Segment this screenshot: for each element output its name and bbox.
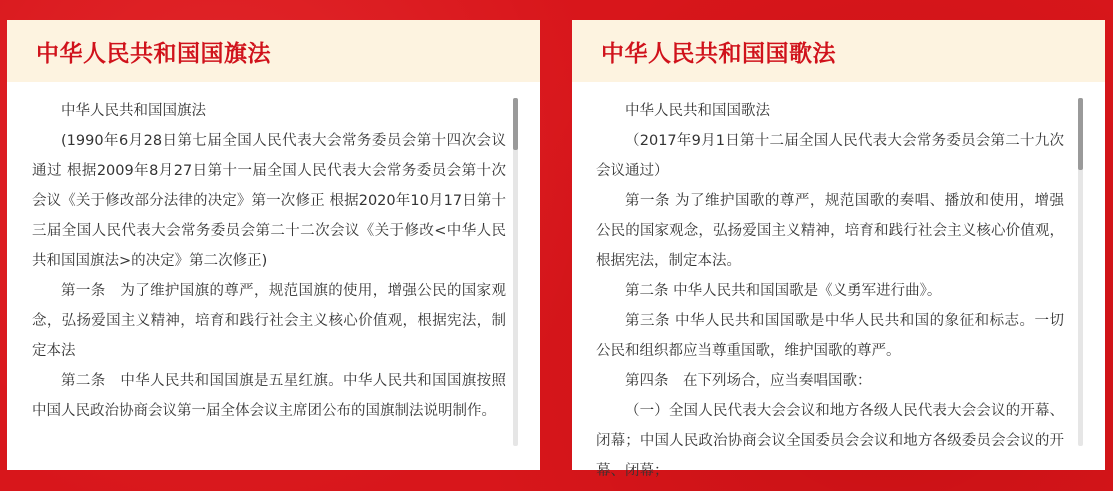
anthem-law-scroll-thumb[interactable]: [1078, 98, 1083, 170]
anthem-law-paragraph: 第二条 中华人民共和国国歌是《义勇军进行曲》。: [625, 283, 942, 299]
anthem-law-panel: [572, 20, 1105, 479]
flag-law-paragraph: 第一条 为了维护国旗的尊严，规范国旗的使用，增强公民的国家观念，弘扬爱国主义精神，培育和践行社会主义核心价值观，根据宪法，制定本法: [32, 283, 506, 359]
anthem-law-paragraph: （2017年9月1日第十二届全国人民代表大会常务委员会第二十九次会议通过）: [596, 133, 1064, 179]
flag-law-paragraph: 第二条 中华人民共和国国旗是五星红旗。中华人民共和国国旗按照中国人民政治协商会议第一届全体会议主席团公布的国旗制法说明制作。: [32, 373, 506, 419]
flag-law-title: 中华人民共和国国旗法: [36, 40, 271, 67]
flag-law-paragraph: 中华人民共和国国旗法: [61, 103, 206, 119]
anthem-law-text: [596, 96, 1064, 486]
anthem-law-scrollbar[interactable]: [1078, 98, 1083, 446]
flag-law-scrollbar[interactable]: [513, 98, 518, 446]
flag-law-panel: [7, 20, 540, 470]
anthem-law-paragraph: 第一条 为了维护国歌的尊严，规范国歌的奏唱、播放和使用，增强公民的国家观念，弘扬爱国主义精神，培育和践行社会主义核心价值观，根据宪法，制定本法。: [596, 193, 1064, 269]
flag-law-scroll-thumb[interactable]: [513, 98, 518, 150]
flag-law-paragraph: (1990年6月28日第七届全国人民代表大会常务委员会第十四次会议通过 根据2009年8月27日第十一届全国人民代表大会常务委员会第十次会议《关于修改部分法律的决定》第一次修正 根据2020年10月17日第十三届全国人民代表大会常务委员会第二十二次会议《关于修改<中华人民共和国国旗法>的决定》第二次修正): [32, 133, 506, 269]
anthem-law-scroll-area[interactable]: [572, 96, 1105, 479]
flag-law-header: [7, 20, 540, 82]
anthem-law-paragraph: 中华人民共和国国歌法: [625, 103, 770, 119]
anthem-law-header: [572, 20, 1105, 82]
anthem-law-paragraph: （一）全国人民代表大会会议和地方各级人民代表大会会议的开幕、闭幕；中国人民政治协商会议全国委员会会议和地方各级委员会会议的开幕、闭幕；: [596, 403, 1064, 479]
anthem-law-paragraph: 第四条 在下列场合，应当奏唱国歌：: [625, 373, 872, 389]
flag-law-scroll-area[interactable]: [7, 96, 540, 452]
anthem-law-title: 中华人民共和国国歌法: [601, 40, 836, 67]
flag-law-text: [32, 96, 506, 426]
anthem-law-paragraph: 第三条 中华人民共和国国歌是中华人民共和国的象征和标志。一切公民和组织都应当尊重国歌，维护国歌的尊严。: [596, 313, 1064, 359]
